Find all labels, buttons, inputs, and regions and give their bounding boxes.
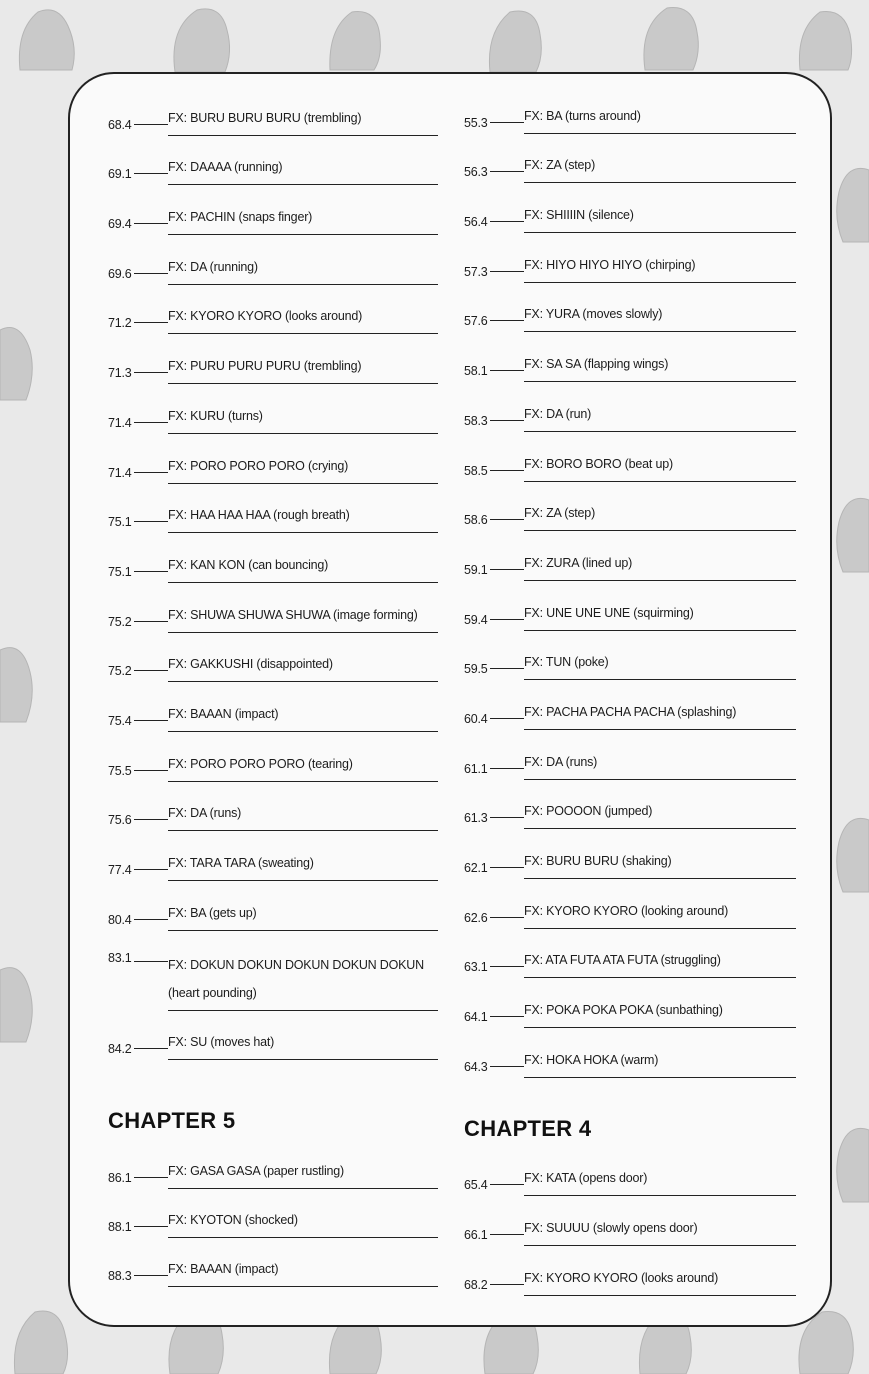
page-ref: 57.3 <box>464 264 488 279</box>
fx-text: FX: BORO BORO (beat up) <box>524 450 796 482</box>
fx-text: FX: PORO PORO PORO (tearing) <box>168 750 438 782</box>
leader-line <box>490 1284 524 1285</box>
chapter-heading: CHAPTER 5 <box>108 1108 236 1134</box>
leader-line <box>134 223 168 224</box>
penguin-icon <box>0 968 32 1042</box>
leader-line <box>134 919 168 920</box>
fx-text: FX: ZA (step) <box>524 151 796 183</box>
list-item <box>464 581 796 631</box>
fx-text: FX: UNE UNE UNE (squirming) <box>524 599 796 631</box>
leader-line <box>134 770 168 771</box>
leader-line <box>134 422 168 423</box>
leader-line <box>490 320 524 321</box>
list-item <box>464 1146 796 1196</box>
list-item <box>108 782 438 832</box>
list-item <box>108 881 438 931</box>
page-ref: 84.2 <box>108 1042 132 1057</box>
leader-line <box>134 961 168 962</box>
fx-text: FX: KYORO KYORO (looks around) <box>168 302 438 334</box>
fx-text: FX: BA (gets up) <box>168 899 438 931</box>
page-ref: 58.6 <box>464 513 488 528</box>
page-ref: 65.4 <box>464 1177 488 1192</box>
fx-text: FX: KATA (opens door) <box>524 1164 796 1196</box>
leader-line <box>490 1184 524 1185</box>
leader-line <box>134 621 168 622</box>
fx-text: FX: YURA (moves slowly) <box>524 300 796 332</box>
page-ref: 58.1 <box>464 364 488 379</box>
fx-text: FX: ATA FUTA ATA FUTA (struggling) <box>524 946 796 978</box>
list-item <box>108 1238 438 1287</box>
list-item <box>464 432 796 482</box>
page-ref: 59.4 <box>464 612 488 627</box>
page-ref: 77.4 <box>108 863 132 877</box>
list-item <box>108 434 438 484</box>
page-ref: 57.6 <box>464 314 488 329</box>
list-item <box>464 631 796 681</box>
fx-text: FX: GAKKUSHI (disappointed) <box>168 650 438 682</box>
list-item <box>108 1011 438 1061</box>
page-ref: 64.3 <box>464 1059 488 1074</box>
leader-line <box>490 271 524 272</box>
fx-text: FX: PACHIN (snaps finger) <box>168 203 438 235</box>
fx-text: FX: BAAAN (impact) <box>168 700 438 732</box>
leader-line <box>134 571 168 572</box>
list-item <box>464 531 796 581</box>
page-ref: 61.3 <box>464 811 488 826</box>
list-item <box>464 84 796 134</box>
fx-text: FX: KAN KON (can bouncing) <box>168 551 438 583</box>
fx-text: FX: ZURA (lined up) <box>524 549 796 581</box>
fx-text: FX: POKA POKA POKA (sunbathing) <box>524 996 796 1028</box>
page-ref: 55.3 <box>464 115 488 130</box>
page-ref: 75.2 <box>108 664 132 679</box>
leader-line <box>134 273 168 274</box>
leader-line <box>490 668 524 669</box>
penguin-icon <box>19 10 74 70</box>
list-item <box>464 1196 796 1246</box>
right-column <box>464 84 796 1296</box>
leader-line <box>490 917 524 918</box>
leader-line <box>490 718 524 719</box>
page-ref: 64.1 <box>464 1010 488 1025</box>
leader-line <box>134 173 168 174</box>
leader-line <box>134 670 168 671</box>
fx-text: FX: SHUWA SHUWA SHUWA (image forming) <box>168 601 438 633</box>
leader-line <box>134 124 168 125</box>
fx-text: FX: DA (runs) <box>524 748 796 780</box>
leader-line <box>134 322 168 323</box>
fx-text: FX: SU (moves hat) <box>168 1028 438 1060</box>
leader-line <box>134 819 168 820</box>
page-ref: 88.3 <box>108 1269 132 1284</box>
list-item <box>108 334 438 384</box>
list-item <box>464 183 796 233</box>
fx-text: FX: KYOTON (shocked) <box>168 1206 438 1238</box>
page-ref: 80.4 <box>108 912 132 927</box>
page-ref: 56.4 <box>464 215 488 230</box>
page-ref: 75.6 <box>108 813 132 828</box>
page-ref: 56.3 <box>464 165 488 180</box>
page-ref: 88.1 <box>108 1220 132 1235</box>
leader-line <box>490 619 524 620</box>
fx-text: FX: KURU (turns) <box>168 402 438 434</box>
list-item <box>464 382 796 432</box>
list-item <box>108 1140 438 1189</box>
page-ref: 58.5 <box>464 463 488 478</box>
list-item <box>108 484 438 534</box>
leader-line <box>134 472 168 473</box>
fx-text: FX: HAA HAA HAA (rough breath) <box>168 501 438 533</box>
page-ref: 71.4 <box>108 415 132 430</box>
penguin-icon <box>644 8 698 71</box>
leader-line <box>490 171 524 172</box>
list-item <box>464 929 796 979</box>
leader-line <box>490 569 524 570</box>
left-column <box>108 86 438 1287</box>
penguin-icon <box>837 168 869 242</box>
list-item <box>464 134 796 184</box>
fx-text: FX: PACHA PACHA PACHA (splashing) <box>524 698 796 730</box>
leader-line <box>490 1016 524 1017</box>
list-item <box>464 879 796 929</box>
fx-text: FX: PURU PURU PURU (trembling) <box>168 352 438 384</box>
fx-text: FX: POOOON (jumped) <box>524 797 796 829</box>
page-ref: 61.1 <box>464 761 488 776</box>
fx-text: FX: PORO PORO PORO (crying) <box>168 452 438 484</box>
fx-text: FX: BURU BURU BURU (trembling) <box>168 104 438 136</box>
leader-line <box>134 869 168 870</box>
fx-text: FX: DA (runs) <box>168 799 438 831</box>
list-item <box>108 583 438 633</box>
page-ref: 60.4 <box>464 711 488 726</box>
list-item <box>108 235 438 285</box>
leader-line <box>490 966 524 967</box>
page-ref: 71.2 <box>108 316 132 331</box>
fx-text: FX: ZA (step) <box>524 499 796 531</box>
leader-line <box>490 470 524 471</box>
fx-text: FX: HIYO HIYO HIYO (chirping) <box>524 251 796 283</box>
fx-text: FX: HOKA HOKA (warm) <box>524 1046 796 1078</box>
list-item <box>464 680 796 730</box>
fx-text: FX: SUUUU (slowly opens door) <box>524 1214 796 1246</box>
leader-line <box>490 1234 524 1235</box>
list-item <box>108 633 438 683</box>
leader-line <box>490 221 524 222</box>
page-ref: 62.6 <box>464 910 488 925</box>
leader-line <box>134 1226 168 1227</box>
penguin-icon <box>837 818 869 892</box>
fx-text: FX: DAAAA (running) <box>168 153 438 185</box>
list-item <box>464 332 796 382</box>
penguin-icon <box>14 1311 67 1374</box>
page-ref: 83.1 <box>108 950 132 965</box>
fx-text: FX: SHIIIIN (silence) <box>524 201 796 233</box>
fx-text: FX: DA (running) <box>168 253 438 285</box>
list-item <box>108 1189 438 1238</box>
list-item <box>108 931 438 1011</box>
list-item <box>108 285 438 335</box>
fx-text: FX: TUN (poke) <box>524 648 796 680</box>
list-item <box>464 978 796 1028</box>
fx-text: FX: KYORO KYORO (looking around) <box>524 897 796 929</box>
penguin-icon <box>174 9 230 72</box>
fx-text: FX: BA (turns around) <box>524 102 796 134</box>
page-ref: 59.5 <box>464 662 488 677</box>
page-ref: 71.3 <box>108 366 132 381</box>
fx-text: FX: BAAAN (impact) <box>168 1255 438 1287</box>
leader-line <box>134 720 168 721</box>
fx-text: FX: TARA TARA (sweating) <box>168 849 438 881</box>
list-item <box>464 482 796 532</box>
page-ref: 62.1 <box>464 861 488 875</box>
fx-text: FX: KYORO KYORO (looks around) <box>524 1264 796 1296</box>
penguin-icon <box>489 11 541 72</box>
leader-line <box>490 768 524 769</box>
leader-line <box>134 1048 168 1049</box>
page-ref: 69.6 <box>108 266 132 281</box>
leader-line <box>134 1177 168 1178</box>
page-ref: 69.4 <box>108 217 132 232</box>
penguin-icon <box>837 498 869 572</box>
page-ref: 68.4 <box>108 117 132 132</box>
list-item <box>108 136 438 186</box>
fx-text: FX: BURU BURU (shaking) <box>524 847 796 879</box>
fx-text: FX: GASA GASA (paper rustling) <box>168 1157 438 1189</box>
leader-line <box>490 370 524 371</box>
fx-text: FX: DA (run) <box>524 400 796 432</box>
list-item <box>464 283 796 333</box>
list-item <box>108 185 438 235</box>
list-item <box>464 1246 796 1296</box>
page-ref: 68.2 <box>464 1277 488 1292</box>
list-item <box>464 1028 796 1078</box>
fx-text: FX: SA SA (flapping wings) <box>524 350 796 382</box>
page-ref: 75.1 <box>108 515 132 530</box>
list-item <box>108 831 438 881</box>
leader-line <box>490 420 524 421</box>
page-ref: 75.5 <box>108 763 132 778</box>
page-ref: 59.1 <box>464 562 488 577</box>
page-ref: 75.2 <box>108 614 132 629</box>
page-ref: 58.3 <box>464 413 488 428</box>
page-ref: 75.1 <box>108 564 132 579</box>
page-ref: 71.4 <box>108 465 132 480</box>
list-item <box>108 384 438 434</box>
list-item <box>464 780 796 830</box>
leader-line <box>490 122 524 123</box>
leader-line <box>490 867 524 868</box>
leader-line <box>490 817 524 818</box>
page-ref: 75.4 <box>108 713 132 728</box>
page-ref: 69.1 <box>108 167 132 182</box>
chapter-heading: CHAPTER 4 <box>464 1115 592 1141</box>
list-item <box>464 233 796 283</box>
list-item <box>108 86 438 136</box>
list-item <box>464 730 796 780</box>
leader-line <box>134 1275 168 1276</box>
fx-text: FX: DOKUN DOKUN DOKUN DOKUN DOKUN (heart pounding) <box>168 951 438 1011</box>
penguin-icon <box>799 11 851 70</box>
page-ref: 66.1 <box>464 1227 488 1242</box>
leader-line <box>134 372 168 373</box>
leader-line <box>134 521 168 522</box>
leader-line <box>490 1066 524 1067</box>
page-ref: 63.1 <box>464 960 488 975</box>
list-item <box>108 682 438 732</box>
leader-line <box>490 519 524 520</box>
list-item <box>108 533 438 583</box>
penguin-icon <box>837 1128 869 1202</box>
page-ref: 86.1 <box>108 1171 132 1186</box>
penguin-icon <box>0 328 32 401</box>
penguin-icon <box>330 12 381 70</box>
penguin-icon <box>0 648 32 722</box>
list-item <box>464 829 796 879</box>
list-item <box>108 732 438 782</box>
